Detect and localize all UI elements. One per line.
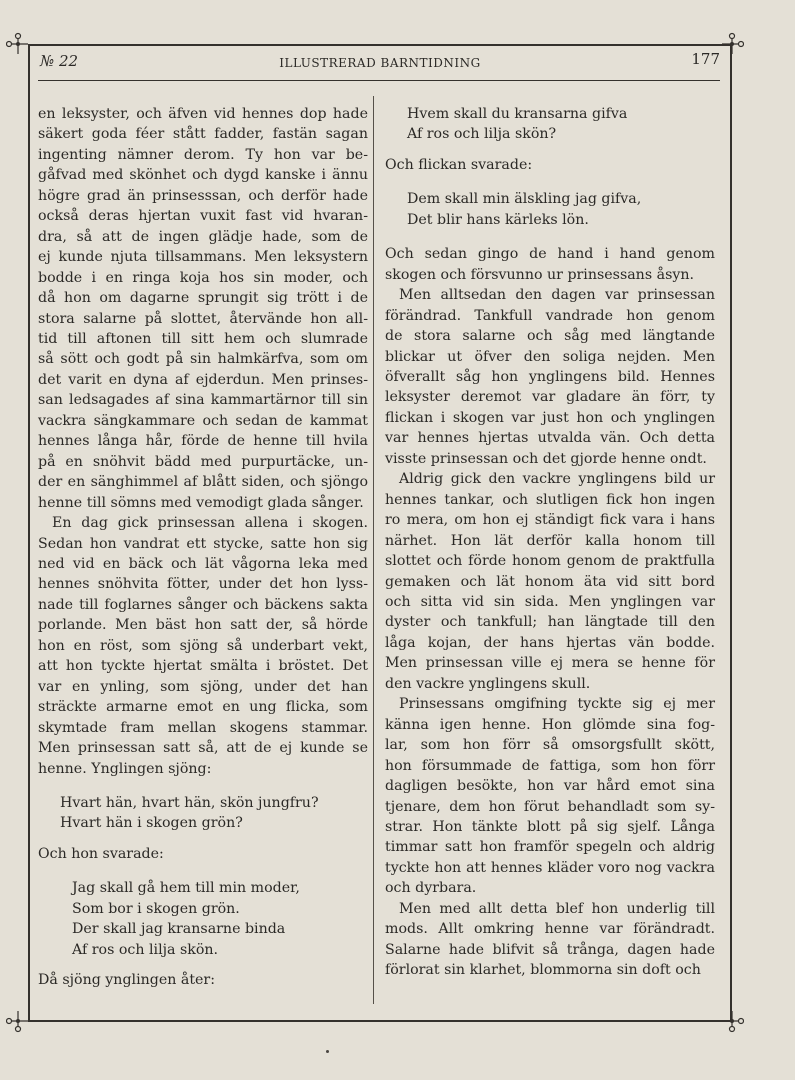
left-prose <box>38 104 368 779</box>
text-line: visste prinsessan och det gjorde henne ondt. <box>385 450 707 467</box>
text-line: Sedan hon vandrat ett stycke, satte hon sig <box>38 535 368 552</box>
header-underline-rule <box>38 80 720 81</box>
bottom-border-rule <box>28 1020 732 1022</box>
top-right-ornament-icon <box>720 32 744 56</box>
text-line: hon en röst, som sjöng så underbart vekt, <box>38 637 368 654</box>
print-speck <box>326 1050 329 1053</box>
text-line: förlorat sin klarhet, blommorna sin doft och <box>385 962 701 979</box>
text-line: var en ynling, som sjöng, under det han <box>38 678 368 695</box>
text-line: Men alltsedan den dagen var prinsessan <box>399 287 715 304</box>
text-line: hon försummade de fattiga, som hon förr <box>385 757 715 774</box>
bottom-right-ornament-icon <box>720 1009 744 1033</box>
left-text-column <box>38 104 368 991</box>
text-line: ingenting nämner derom. Ty hon var be- <box>38 146 368 163</box>
text-line: de stora salarne och såg med längtande <box>385 328 715 345</box>
text-line: Men prinsessan satt så, att de ej kunde se <box>38 740 368 757</box>
text-line: timmar satt hon framför spegeln och aldrig <box>385 839 715 856</box>
right-border-rule <box>730 44 732 1022</box>
verse-line: Jag skall gå hem till min moder, <box>72 880 300 897</box>
right-verse-1 <box>385 104 715 145</box>
text-line: högre grad än prinsesssan, och derför hade <box>38 187 368 204</box>
text-line: säkert goda féer stått fadder, fastän sagan <box>38 126 368 143</box>
text-line: gåfvad med skönhet och dygd kanske i ännu <box>38 167 368 184</box>
right-prose <box>385 244 715 980</box>
text-line: dagligen besökte, hon var hård emot sina <box>385 778 715 795</box>
text-line: dra, så att de ingen glädje hade, som de <box>38 228 368 245</box>
verse-line: Det blir hans kärleks lön. <box>407 211 589 228</box>
text-line: tid till aftonen till sitt hem och slumrade <box>38 330 368 347</box>
text-line: närhet. Hon lät derför kalla honom till <box>385 532 715 549</box>
text-line: också deras hjertan vuxit fast vid hvaran- <box>38 208 368 225</box>
text-line: flickan i skogen var just hon och ynglingen <box>385 409 715 426</box>
text-line: Men prinsessan ville ej mera se henne för <box>385 655 715 672</box>
page-number: 177 <box>691 50 720 68</box>
text-line: leksyster deremot var gladare än förr, ty <box>385 389 715 406</box>
text-line: förändrad. Tankfull vandrade hon genom <box>385 307 715 324</box>
verse-line: Som bor i skogen grön. <box>72 900 240 917</box>
text-line: det varit en dyna af ejderdun. Men prinses- <box>38 371 368 388</box>
text-line: Aldrig gick den vackre ynglingens bild ur <box>399 471 715 488</box>
right-verse-2 <box>385 189 715 230</box>
text-line: sträckte armarne emot en ung flicka, som <box>38 699 368 716</box>
text-line: blickar ut öfver den soliga nejden. Men <box>385 348 715 365</box>
text-line: vackra sängkammare och sedan de kammat <box>38 412 368 429</box>
verse-line: Af ros och lilja skön. <box>72 941 219 958</box>
text-line: låga kojan, der hans hjertas vän bodde. <box>385 634 715 651</box>
text-line: tyckte hon att hennes kläder voro nog vackra <box>385 859 715 876</box>
text-line: mods. Allt omkring henne var förändradt. <box>385 921 715 938</box>
text-line: Men med allt detta blef hon underlig till <box>399 900 715 917</box>
text-line: och dyrbara. <box>385 880 477 897</box>
text-line: då hon om dagarne sprungit sig trött i de <box>38 290 368 307</box>
left-interlude: Och hon svarade: <box>38 845 164 862</box>
text-line: dyster och tankfull; han längtade till den <box>385 614 715 631</box>
text-line: Prinsessans omgifning tyckte sig ej mer <box>399 696 715 713</box>
text-line: Salarne hade blifvit så trånga, dagen hade <box>385 941 715 958</box>
top-border-rule <box>28 44 732 46</box>
verse-line: Af ros och lilja skön? <box>407 126 557 143</box>
text-line: skymtade fram mellan skogens stammar. <box>38 719 368 736</box>
text-line: Och sedan gingo de hand i hand genom <box>385 246 715 263</box>
text-line: den vackre ynglingens skull. <box>385 675 591 692</box>
text-line: hennes långa hår, förde de henne till hvila <box>38 433 368 450</box>
text-line: en leksyster, och äfven vid hennes dop hade <box>38 106 368 122</box>
verse-line: Dem skall min älskling jag gifva, <box>407 191 642 208</box>
text-line: tjenare, dem hon förut behandladt som sy- <box>385 798 715 815</box>
text-line: der en sänghimmel af blått siden, och sjöngo <box>38 474 368 491</box>
text-line: och sitta vid sin sida. Men ynglingen var <box>385 593 715 610</box>
text-line: nade till foglarnes sånger och bäckens sakta <box>38 596 368 613</box>
right-text-column <box>385 104 715 981</box>
verse-line: Hvart hän i skogen grön? <box>60 815 243 832</box>
text-line: hennes snöhvita fötter, under det hon lyss- <box>38 576 368 593</box>
text-line: henne till sömns med vemodigt glada sånger. <box>38 494 364 511</box>
text-line: gemaken och lät honom äta vid sitt bord <box>385 573 715 590</box>
text-line: att hon tyckte hjertat smälta i bröstet. Det <box>38 658 368 675</box>
bottom-left-ornament-icon <box>6 1009 30 1033</box>
left-verse-2 <box>38 878 368 960</box>
text-line: ej kunde njuta tillsammans. Men leksystern <box>38 249 368 266</box>
left-verse-1 <box>38 793 368 834</box>
text-line: lar, som hon förr så omsorgsfullt skött, <box>385 737 715 754</box>
publication-title: ILLUSTRERAD BARNTIDNING <box>279 56 481 70</box>
text-line: öfverallt såg hon ynglingens bild. Hennes <box>385 368 715 385</box>
text-line: En dag gick prinsessan allena i skogen. <box>52 515 368 532</box>
verse-line: Hvem skall du kransarna gifva <box>407 106 628 122</box>
issue-number: № 22 <box>40 52 79 70</box>
text-line: porlande. Men bäst hon satt der, så hörde <box>38 617 368 634</box>
text-line: var hennes hjertas utvalda vän. Och detta <box>385 430 715 447</box>
top-left-ornament-icon <box>6 32 30 56</box>
verse-line: Hvart hän, hvart hän, skön jungfru? <box>60 794 319 811</box>
text-line: strar. Hon tänkte blott på sig sjelf. Långa <box>385 818 715 835</box>
left-border-rule <box>28 44 30 1022</box>
text-line: så sött och godt på sin halmkärfva, som om <box>38 351 368 368</box>
text-line: på en snöhvit bädd med purpurtäcke, un- <box>38 453 368 470</box>
text-line: känna igen henne. Hon glömde sina fog- <box>385 716 715 733</box>
text-line: skogen och försvunno ur prinsessans åsyn. <box>385 266 695 283</box>
column-divider-rule <box>373 96 374 1004</box>
text-line: ned vid en bäck och lät vågorna leka med <box>38 555 368 572</box>
text-line: slottet och förde honom genom de praktfulla <box>385 553 715 570</box>
text-line: hennes tankar, och slutligen fick hon ingen <box>385 491 715 508</box>
text-line: henne. Ynglingen sjöng: <box>38 760 212 777</box>
text-line: san ledsagades af sina kammartärnor till sin <box>38 392 368 409</box>
right-interlude: Och flickan svarade: <box>385 156 533 173</box>
running-header <box>40 50 720 76</box>
text-line: bodde i en ringa koja hos sin moder, och <box>38 269 368 286</box>
text-line: ro mera, om hon ej ständigt fick vara i hans <box>385 512 715 529</box>
verse-line: Der skall jag kransarne binda <box>72 921 286 938</box>
left-closing-line: Då sjöng ynglingen åter: <box>38 972 215 989</box>
text-line: stora salarne på slottet, återvände hon all- <box>38 310 368 327</box>
